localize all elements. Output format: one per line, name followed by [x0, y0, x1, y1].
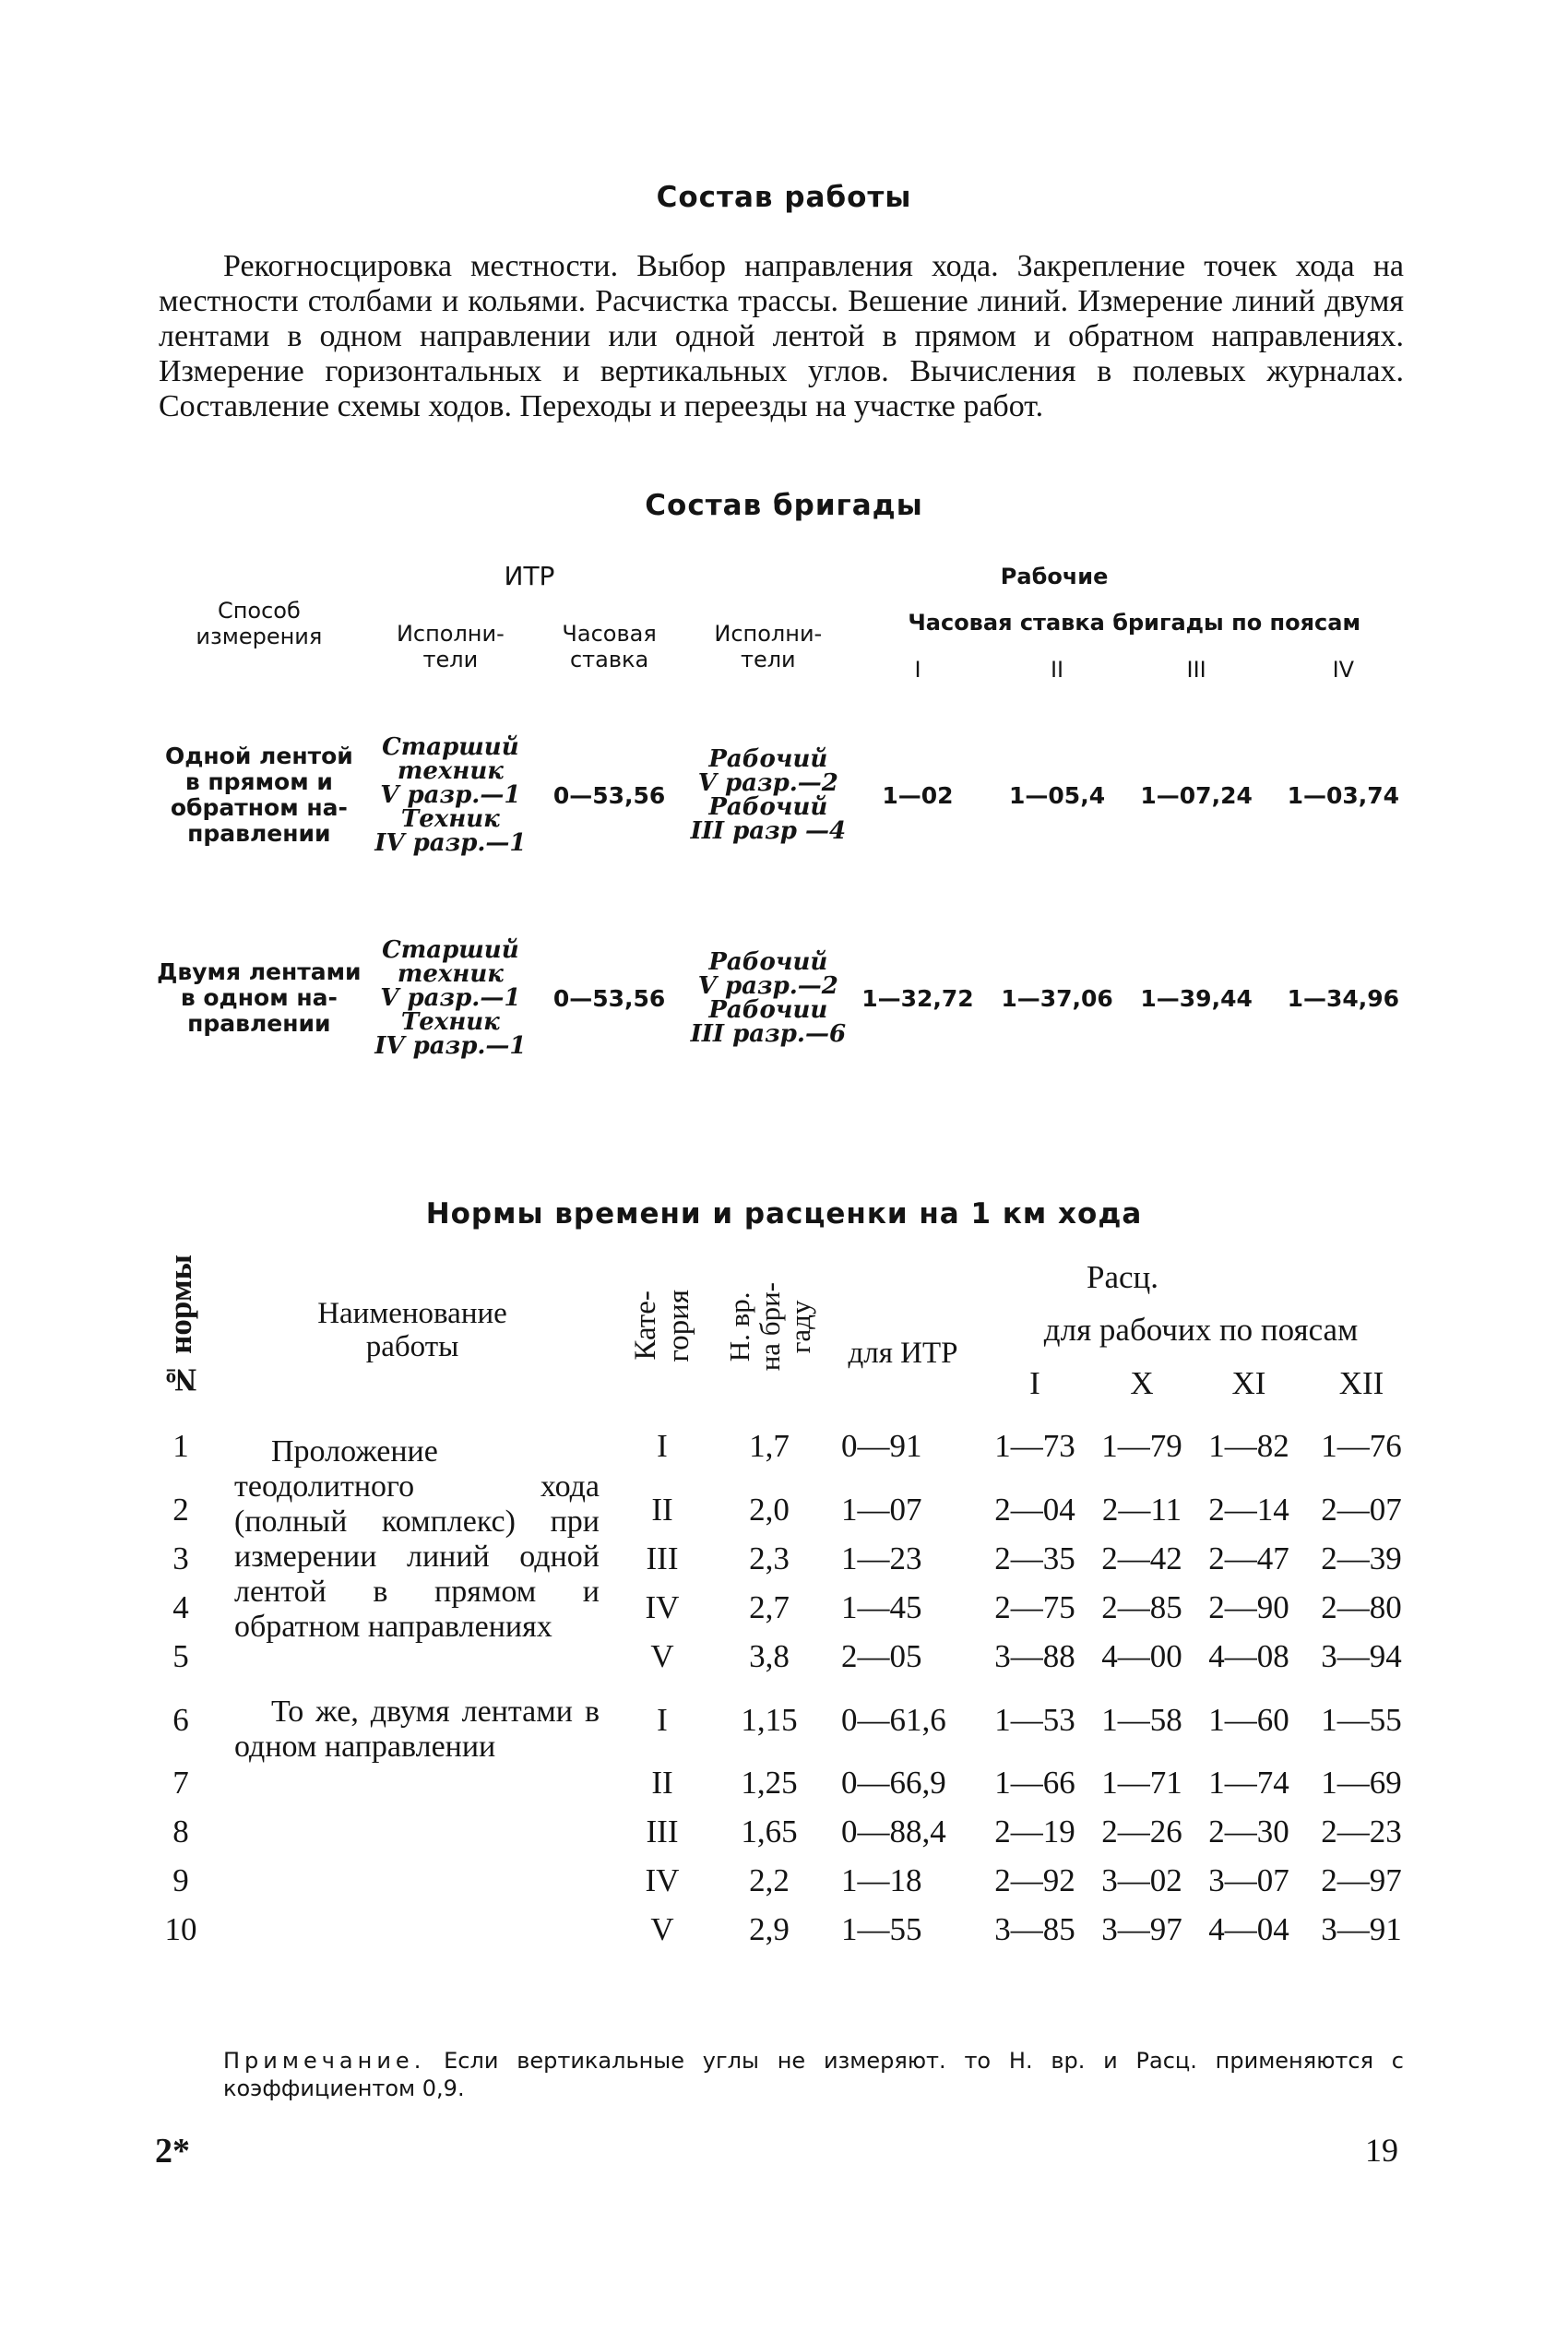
norm-rate-zone-4: 2—80 [1321, 1589, 1402, 1626]
norms-spacer-cell [981, 1955, 1088, 2010]
norms-title: Нормы времени и расценки на 1 км хода [425, 1197, 1143, 1231]
brigade-row-2-itr-text: Старший техник V разр.—1 Техник IV разр.—1 [374, 936, 527, 1060]
norm-rate-zone-1: 2—75 [994, 1589, 1075, 1626]
norm-rate-zone-2: 1—79 [1101, 1427, 1182, 1464]
brigade-zone-2: II [1050, 657, 1064, 683]
norm-time: 2,2 [749, 1862, 790, 1899]
norm-rate-itr: 0—91 [841, 1427, 922, 1464]
brigade-table-wrap [148, 553, 1420, 1100]
brigade-header-itr: ИТР [504, 561, 555, 591]
norm-rate-zone-3: 1—82 [1208, 1427, 1289, 1464]
brigade-row-1-rate-2: 1—05,4 [1009, 781, 1106, 809]
norm-work-name-text: То же, двумя лентами в одном направлении [234, 1694, 600, 1764]
norms-header-time-text: Н. вр. на бри- гаду [722, 1281, 816, 1371]
norms-spacer-row [148, 1955, 1420, 2010]
brigade-row-1-itr-text: Старший техник V разр.—1 Техник IV разр.—1 [374, 733, 527, 857]
brigade-header-method-text: Способ измерения [196, 598, 323, 649]
norm-rate-itr: 1—18 [841, 1862, 922, 1899]
brigade-header-performers-text: Исполни- тели [396, 621, 505, 672]
brigade-row-2-rate-3: 1—39,44 [1140, 984, 1253, 1012]
norm-rate-zone-3: 2—14 [1208, 1492, 1289, 1528]
norm-category: I [657, 1701, 668, 1738]
norms-header-name [214, 1255, 611, 1407]
note [223, 2047, 1404, 2102]
page-number: 19 [1365, 2132, 1398, 2169]
norms-zone-4: XII [1338, 1364, 1384, 1401]
norm-rate-zone-3: 4—08 [1208, 1638, 1289, 1675]
norm-rate-zone-2: 2—85 [1101, 1589, 1182, 1626]
norm-rate-itr: 2—05 [841, 1638, 922, 1675]
brigade-header-zone-rate: Часовая ставка бригады по поясам [908, 610, 1361, 636]
norms-row [148, 1682, 1420, 1759]
brigade-zone-3: III [1186, 657, 1206, 683]
brigade-header-performers2 [688, 600, 848, 694]
brigade-row-2-rate-2: 1—37,06 [1001, 984, 1113, 1012]
norm-rate-zone-4: 3—94 [1321, 1638, 1402, 1675]
norms-spacer-cell [611, 1955, 714, 2010]
brigade-row-2-itr-rate: 0—53,56 [552, 984, 666, 1012]
norms-zone-1: I [1029, 1364, 1040, 1401]
brigade-row-2-itr [371, 897, 530, 1100]
brigade-row-1-workers [688, 694, 848, 897]
brigade-row-2-rate-4: 1—34,96 [1287, 984, 1400, 1012]
norm-rate-zone-2: 2—11 [1101, 1492, 1182, 1528]
norm-rate-zone-1: 1—66 [994, 1765, 1075, 1802]
norms-header-num [148, 1255, 214, 1407]
norm-time: 1,65 [741, 1814, 798, 1850]
brigade-row-2-method [148, 897, 371, 1100]
norm-category: IV [645, 1862, 680, 1899]
norm-rate-zone-4: 1—69 [1321, 1765, 1402, 1802]
norm-rate-zone-4: 2—07 [1321, 1492, 1402, 1528]
norms-header-workers: для рабочих по поясам [1043, 1312, 1359, 1349]
composition-text: Рекогносцировка местности. Выбор направления хода. Закрепление точек хода на местности столбами и кольями. Расчистка трассы. Вешение линий. Измерение линий двумя лентами в одном направлении или одной лентой в прямом и обратном направлениях. Измерение горизонтальных и вертикальных углов. Вычисления в полевых журналах. Составление схемы ходов. Переходы и переезды на участке работ. [159, 249, 1404, 423]
norm-rate-zone-3: 4—04 [1208, 1911, 1289, 1948]
norm-time: 1,25 [741, 1765, 798, 1802]
composition-paragraph [159, 249, 1404, 424]
norms-table [148, 1255, 1420, 2010]
norm-rate-itr: 0—61,6 [841, 1701, 946, 1738]
norm-number: 5 [172, 1638, 189, 1675]
note-lead: Примечание. [223, 2048, 426, 2074]
norms-header-category [611, 1255, 714, 1407]
norm-rate-zone-1: 2—04 [994, 1492, 1075, 1528]
norm-rate-itr: 0—66,9 [841, 1765, 946, 1802]
norm-number: 2 [172, 1492, 189, 1528]
brigade-row-2-method-text: Двумя лентами в одном на- правлении [157, 958, 362, 1037]
brigade-row-2-workers [688, 897, 848, 1100]
norm-category: III [646, 1814, 679, 1850]
norms-header-category-text: Кате- гория [629, 1290, 695, 1363]
norm-category: I [657, 1427, 668, 1464]
norm-rate-zone-1: 2—19 [994, 1814, 1075, 1850]
norm-category: III [646, 1540, 679, 1577]
norms-spacer-cell [1088, 1955, 1195, 2010]
norms-header-rate: Расц. [1087, 1259, 1159, 1295]
norm-rate-zone-2: 2—26 [1101, 1814, 1182, 1850]
brigade-header-method [148, 553, 371, 694]
norm-number: 3 [172, 1540, 189, 1577]
brigade-row-2-rate-1: 1—32,72 [861, 984, 974, 1012]
norms-spacer-cell [214, 1955, 611, 2010]
norm-rate-itr: 1—07 [841, 1492, 922, 1528]
norm-rate-zone-1: 3—88 [994, 1638, 1075, 1675]
brigade-row-1-rate-4: 1—03,74 [1287, 781, 1400, 809]
norm-number: 4 [172, 1589, 189, 1626]
norm-rate-zone-2: 1—58 [1101, 1701, 1182, 1738]
brigade-row-1-rate-3: 1—07,24 [1140, 781, 1253, 809]
brigade-header-hourly-rate-text: Часовая ставка [562, 621, 657, 672]
norm-work-name [214, 1407, 611, 1682]
norms-header-itr: для ИТР [848, 1336, 958, 1370]
norm-rate-zone-2: 3—97 [1101, 1911, 1182, 1948]
norm-rate-zone-4: 2—97 [1321, 1862, 1402, 1899]
norm-rate-zone-2: 1—71 [1101, 1765, 1182, 1802]
note-text: Если вертикальные углы не измеряют. то Н. вр. и Расц. применяются с коэффициентом 0,9. [223, 2048, 1404, 2101]
norms-body [148, 1407, 1420, 2010]
norm-number: 9 [172, 1862, 189, 1899]
norm-rate-zone-1: 1—73 [994, 1427, 1075, 1464]
brigade-header-hourly-rate [530, 600, 688, 694]
norm-time: 1,15 [741, 1701, 798, 1738]
norm-rate-zone-1: 2—92 [994, 1862, 1075, 1899]
norm-category: IV [645, 1589, 680, 1626]
norm-work-name-text: Проложение теодолитного хода (полный комплекс) при измерении линий одной лентой в прямом и обратном направлениях [234, 1433, 600, 1644]
norm-rate-zone-3: 1—60 [1208, 1701, 1289, 1738]
norm-rate-zone-1: 3—85 [994, 1911, 1075, 1948]
brigade-zone-1: I [914, 657, 921, 683]
norm-rate-zone-3: 1—74 [1208, 1765, 1289, 1802]
norm-time: 1,7 [749, 1427, 790, 1464]
brigade-table [148, 553, 1420, 1100]
brigade-title: Состав бригады [645, 489, 923, 522]
norm-category: V [650, 1911, 674, 1948]
norms-spacer-cell [714, 1955, 825, 2010]
brigade-row-1-method-text: Одной лентой в прямом и обратном на- правлении [164, 743, 353, 847]
norm-category: II [651, 1765, 673, 1802]
brigade-header-performers2-text: Исполни- тели [714, 621, 823, 672]
norm-rate-zone-2: 4—00 [1101, 1638, 1182, 1675]
norms-spacer-cell [825, 1955, 981, 2010]
norm-time: 2,9 [749, 1911, 790, 1948]
norm-time: 3,8 [749, 1638, 790, 1675]
footer-signature: 2* [155, 2132, 190, 2170]
norms-header-num-text: № нормы [162, 1255, 198, 1398]
norms-spacer-cell [148, 1955, 214, 2010]
norm-rate-zone-1: 2—35 [994, 1540, 1075, 1577]
norm-rate-zone-3: 2—47 [1208, 1540, 1289, 1577]
composition-title: Состав работы [656, 181, 912, 214]
norm-rate-zone-3: 2—30 [1208, 1814, 1289, 1850]
brigade-row-1-workers-text: Рабочий V разр.—2 Рабочий III разр —4 [690, 745, 847, 845]
norm-rate-zone-4: 2—39 [1321, 1540, 1402, 1577]
norm-rate-zone-4: 1—55 [1321, 1701, 1402, 1738]
norm-rate-zone-4: 3—91 [1321, 1911, 1402, 1948]
brigade-row-1-method [148, 694, 371, 897]
norm-rate-zone-2: 2—42 [1101, 1540, 1182, 1577]
norm-rate-zone-3: 3—07 [1208, 1862, 1289, 1899]
norm-number: 10 [164, 1911, 197, 1948]
norm-time: 2,0 [749, 1492, 790, 1528]
norm-rate-itr: 1—55 [841, 1911, 922, 1948]
norm-rate-zone-4: 2—23 [1321, 1814, 1402, 1850]
brigade-row-1-itr [371, 694, 530, 897]
norm-time: 2,3 [749, 1540, 790, 1577]
brigade-row-2-workers-text: Рабочий V разр.—2 Рабочии III разр.—6 [690, 948, 847, 1048]
norm-category: V [650, 1638, 674, 1675]
norm-rate-zone-2: 3—02 [1101, 1862, 1182, 1899]
norms-row [148, 1407, 1420, 1486]
norms-spacer-cell [1195, 1955, 1302, 2010]
norms-header-name-text: Наименование работы [317, 1297, 507, 1364]
norm-time: 2,7 [749, 1589, 790, 1626]
norms-spacer-cell [1302, 1955, 1420, 2010]
norm-rate-zone-4: 1—76 [1321, 1427, 1402, 1464]
brigade-row-1-rate-1: 1—02 [882, 781, 954, 809]
norm-category: II [651, 1492, 673, 1528]
norm-rate-itr: 1—45 [841, 1589, 922, 1626]
norm-rate-zone-1: 1—53 [994, 1701, 1075, 1738]
norms-table-wrap [148, 1255, 1420, 2010]
norm-rate-zone-3: 2—90 [1208, 1589, 1289, 1626]
norms-header-time [714, 1255, 825, 1407]
norm-number: 6 [172, 1701, 189, 1738]
brigade-row-1-itr-rate: 0—53,56 [552, 781, 666, 809]
norm-rate-itr: 1—23 [841, 1540, 922, 1577]
norms-zone-2: X [1130, 1364, 1154, 1401]
norm-number: 7 [172, 1765, 189, 1802]
norm-number: 8 [172, 1814, 189, 1850]
norm-number: 1 [172, 1427, 189, 1464]
norm-work-name [214, 1682, 611, 1955]
brigade-header-performers [371, 600, 530, 694]
norms-zone-3: XI [1231, 1364, 1266, 1401]
norm-rate-itr: 0—88,4 [841, 1814, 946, 1850]
brigade-header-workers: Рабочие [1000, 564, 1109, 589]
brigade-zone-4: IV [1332, 657, 1355, 683]
